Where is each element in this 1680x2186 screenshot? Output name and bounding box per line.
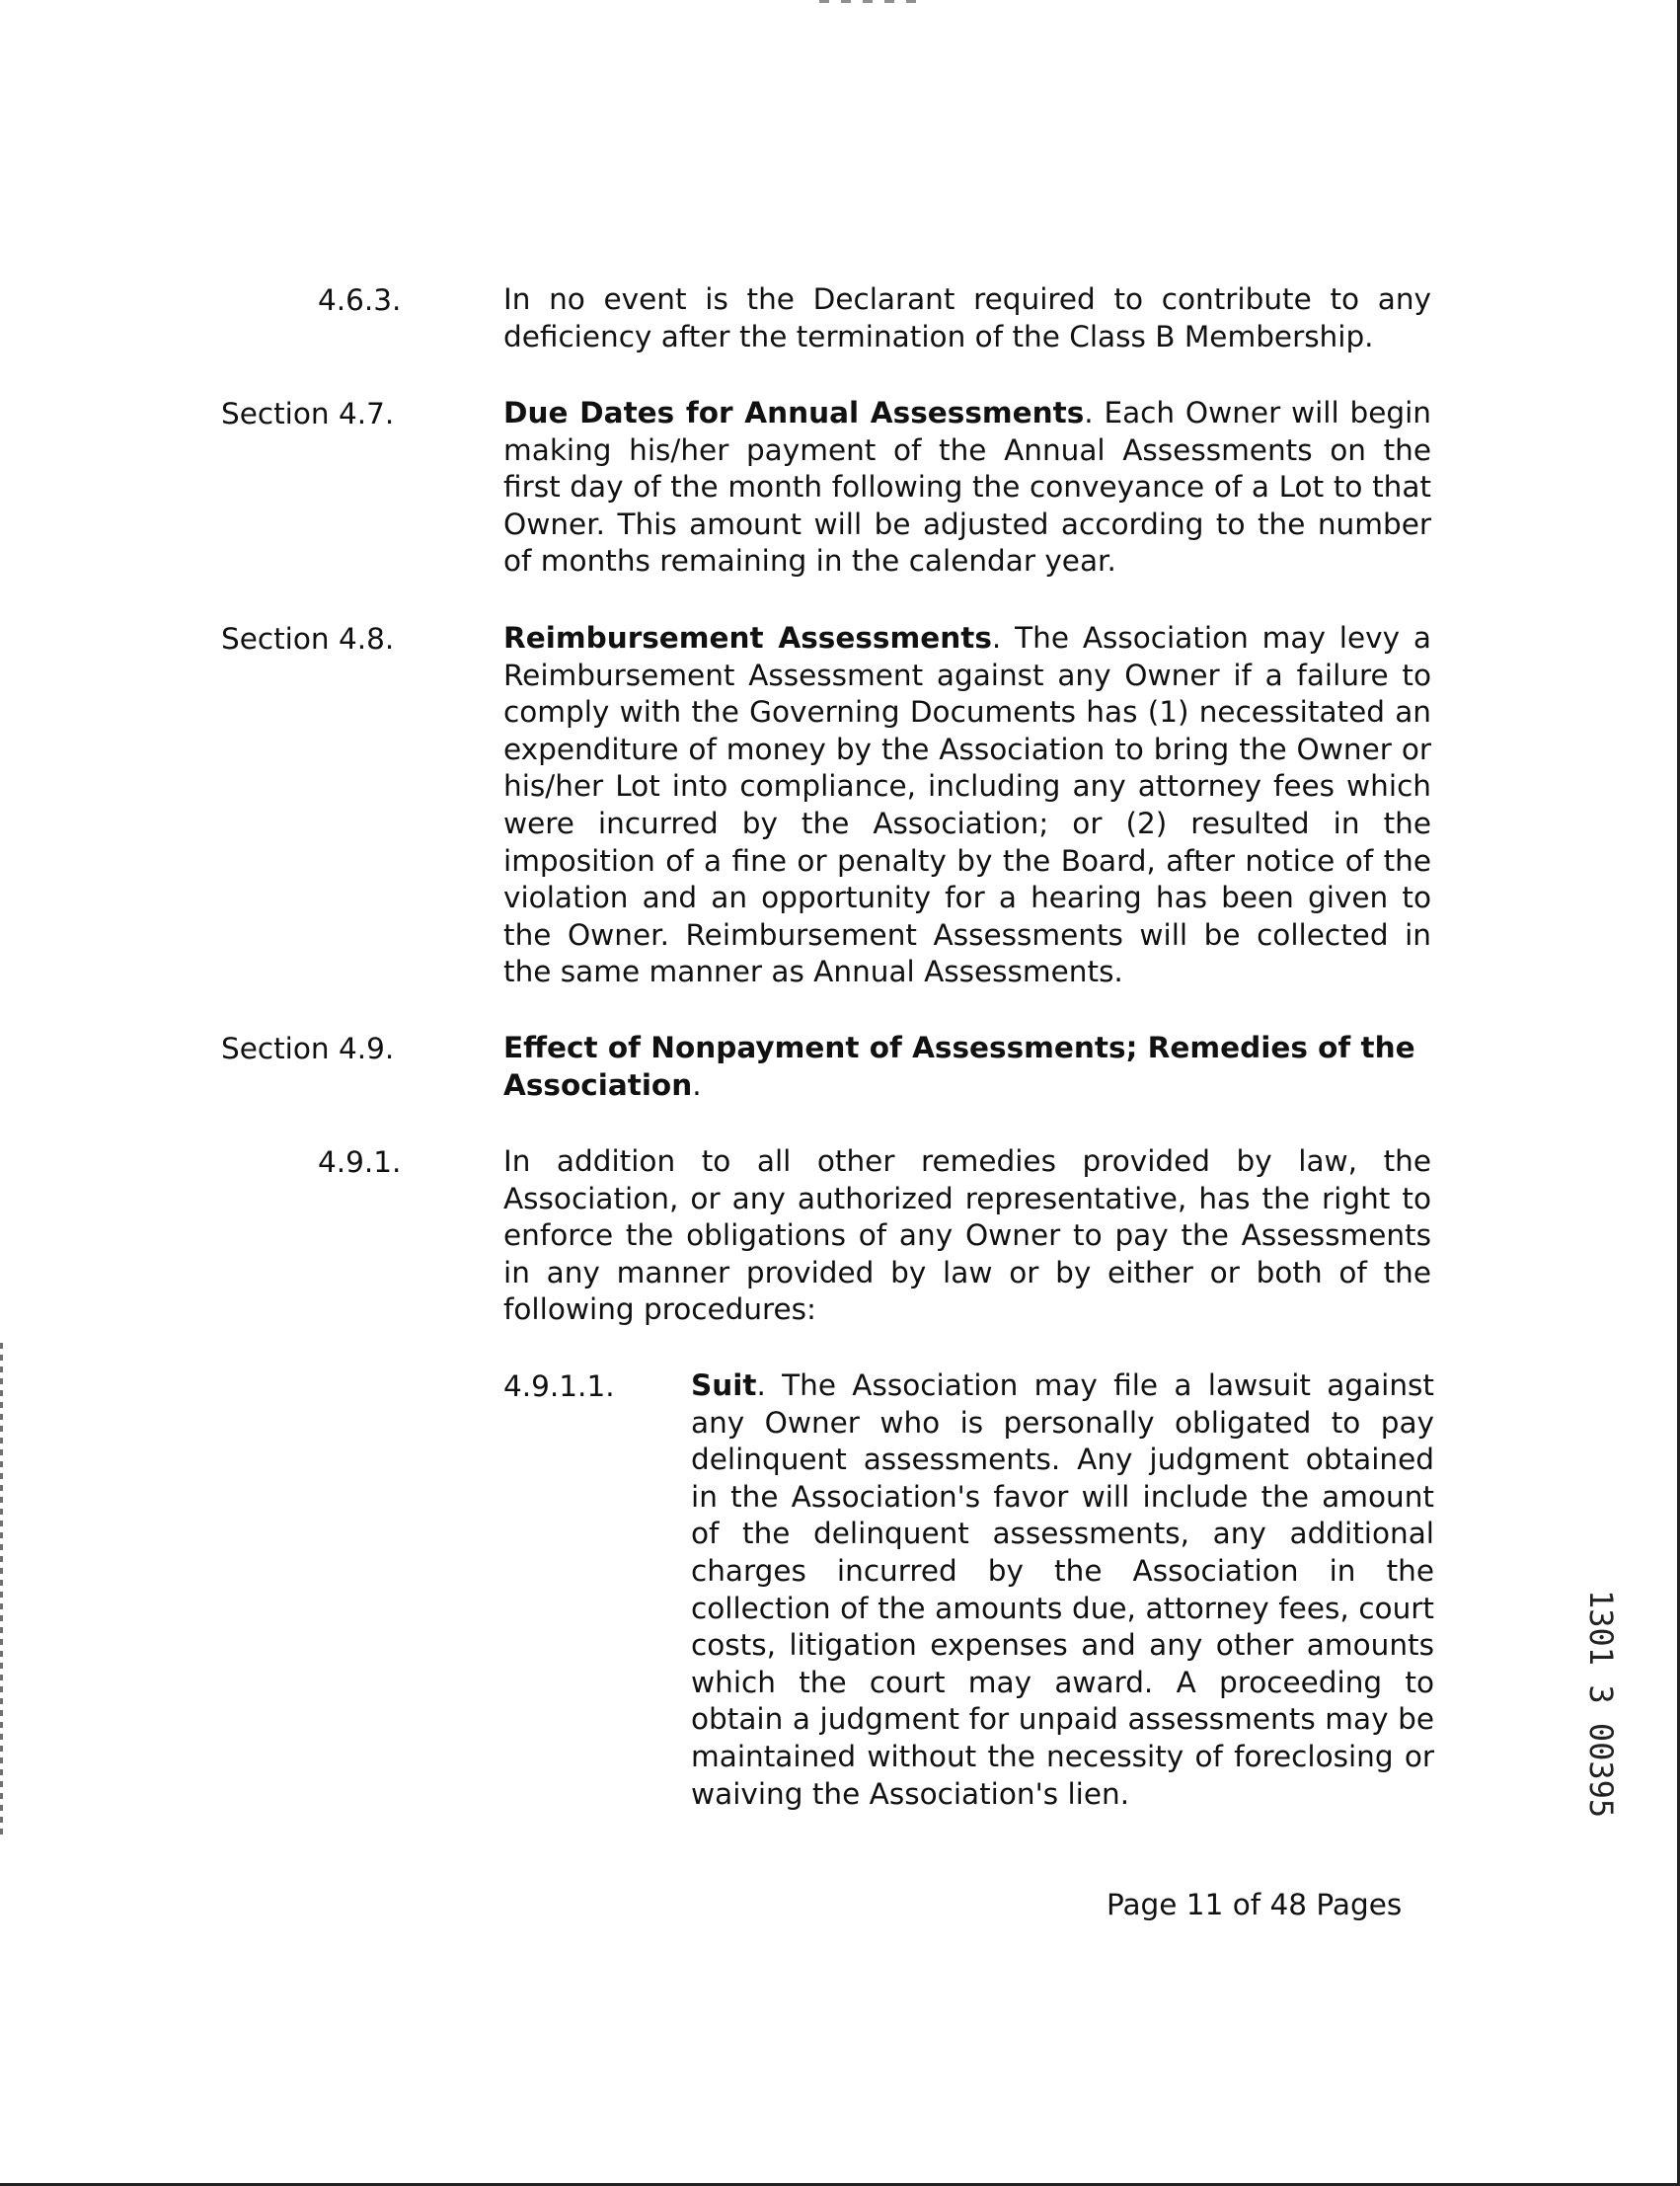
section-body-4-9 bbox=[503, 1030, 1431, 1104]
section-heading-end-4-9: . bbox=[692, 1067, 702, 1102]
page-number-footer: Page 11 of 48 Pages bbox=[1107, 1888, 1403, 1921]
document-stamp-number: 1301 3 00395 bbox=[1582, 1590, 1620, 1819]
clause-text-4-6-3: In no event is the Declarant required to contribute to any deficiency after the termination of the Class B Membership. bbox=[503, 282, 1431, 353]
section-number-4-9: Section 4.9. bbox=[221, 1032, 395, 1065]
clause-heading-4-9-1-1: Suit bbox=[691, 1368, 757, 1402]
section-heading-4-9: Effect of Nonpayment of Assessments; Remedies of the Association bbox=[503, 1031, 1415, 1102]
scan-artifact-left bbox=[0, 1343, 3, 1836]
clause-number-4-9-1-1: 4.9.1.1. bbox=[503, 1369, 615, 1403]
clause-body-4-9-1-1 bbox=[691, 1367, 1434, 1813]
clause-number-4-9-1: 4.9.1. bbox=[318, 1145, 402, 1179]
section-heading-4-7: Due Dates for Annual Assessments bbox=[503, 396, 1085, 429]
scan-artifact-top bbox=[819, 0, 928, 3]
section-heading-4-8: Reimbursement Assessments bbox=[503, 621, 992, 655]
section-number-4-7: Section 4.7. bbox=[221, 397, 395, 430]
section-body-4-7 bbox=[503, 395, 1431, 581]
clause-number-4-6-3: 4.6.3. bbox=[318, 283, 402, 317]
section-text-4-8: . The Association may levy a Reimbursement Assessment against any Owner if a failure to comply with the Governing Documents has (1) necessitated an expenditure of money by the Association to bring the Owner or his/her Lot into compliance, including any attorney fees which were incurred by the Association; or (2) resulted in the imposition of a fine or penalty by the Board, after notice of the violation and an opportunity for a hearing has been given to the Owner. Reimbursement Assessments will be collected in the same manner as Annual Assessments. bbox=[503, 621, 1431, 989]
section-text-4-7: . Each Owner will begin making his/her payment of the Annual Assessments on the first day of the month following the conveyance of a Lot to that Owner. This amount will be adjusted according to the number of months remaining in the calendar year. bbox=[503, 396, 1431, 579]
clause-text-4-9-1-1: . The Association may file a lawsuit against any Owner who is personally obligated to pay delinquent assessments. Any judgment obtained in the Association's favor will include the amount of the delinquent assessments, any additional charges incurred by the Association in the collection of the amounts due, attorney fees, court costs, litigation expenses and any other amounts which the court may award. A proceeding to obtain a judgment for unpaid assessments may be maintained without the necessity of foreclosing or waiving the Association's lien. bbox=[691, 1368, 1434, 1811]
clause-text-4-9-1: In addition to all other remedies provided by law, the Association, or any authorized representative, has the right to enforce the obligations of any Owner to pay the Assessments in any manner provided by law or by either or both of the following procedures: bbox=[503, 1144, 1431, 1327]
section-number-4-8: Section 4.8. bbox=[221, 622, 395, 656]
section-body-4-8 bbox=[503, 620, 1431, 991]
